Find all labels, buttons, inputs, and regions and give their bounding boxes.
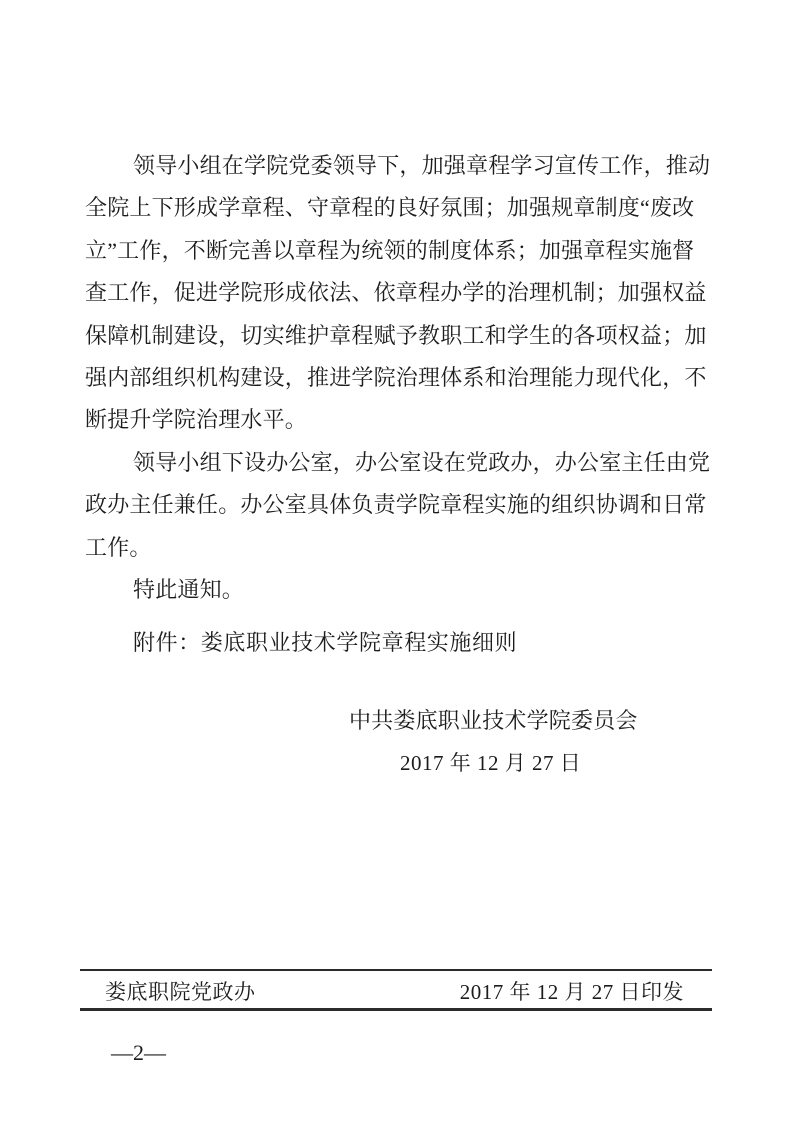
body-line: 政办主任兼任。办公室具体负责学院章程实施的组织协调和日常	[85, 492, 707, 518]
signature-date: 2017 年 12 月 27 日	[400, 751, 582, 775]
body-line: 立”工作，不断完善以章程为统领的制度体系；加强章程实施督	[85, 237, 695, 263]
body-line: 强内部组织机构建设，推进学院治理体系和治理能力现代化，不	[85, 365, 707, 391]
body-line: 全院上下形成学章程、守章程的良好氛围；加强规章制度“废改	[85, 195, 695, 221]
body-line: 断提升学院治理水平。	[85, 407, 308, 433]
colophon-bottom-rule	[80, 1008, 712, 1011]
body-line: 特此通知。	[133, 577, 245, 603]
attachment-line: 附件：娄底职业技术学院章程实施细则	[133, 630, 518, 655]
body-line: 领导小组在学院党委领导下，加强章程学习宣传工作，推动	[133, 153, 711, 178]
colophon-row	[80, 978, 712, 1006]
body-line: 查工作，促进学院形成依法、依章程办学的治理机制；加强权益	[85, 280, 707, 306]
body-line: 保障机制建设，切实维护章程赋予教职工和学生的各项权益；加	[85, 322, 707, 348]
document-body	[85, 145, 711, 611]
signature-organization: 中共娄底职业技术学院委员会	[349, 708, 638, 733]
colophon-top-rule	[80, 969, 712, 971]
body-line: 领导小组下设办公室，办公室设在党政办，办公室主任由党	[133, 449, 711, 475]
issuing-office: 娄底职院党政办	[105, 980, 256, 1004]
body-line: 工作。	[85, 534, 152, 560]
print-date: 2017 年 12 月 27 日印发	[459, 980, 684, 1004]
page-number: —2—	[111, 1040, 166, 1065]
